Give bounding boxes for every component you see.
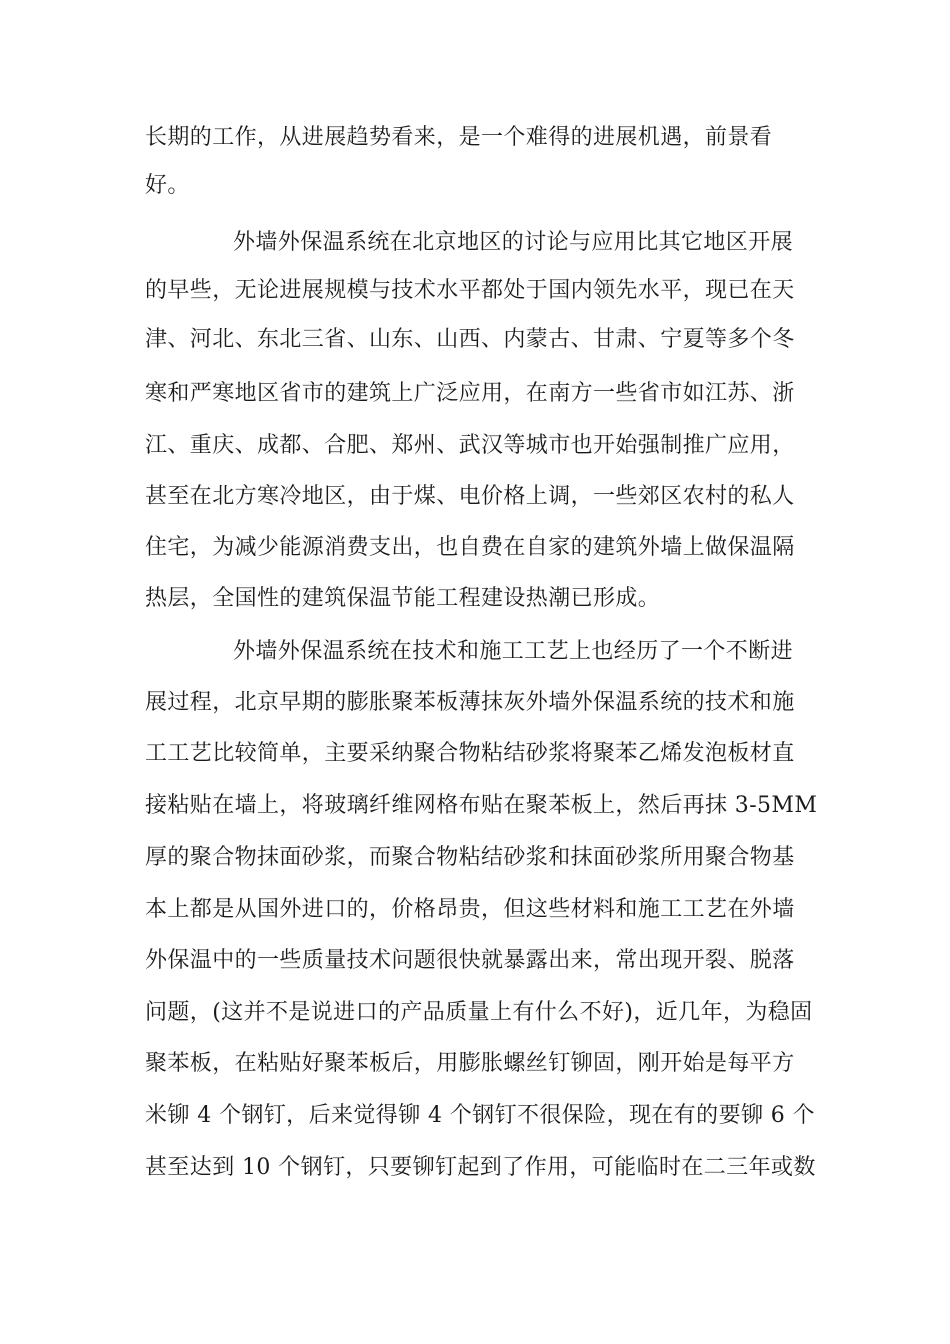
- text-line-6: 寒和严寒地区省市的建筑上广泛应用，在南方一些省市如江苏、浙: [145, 381, 795, 406]
- text-line-15: 厚的聚合物抹面砂浆，而聚合物粘结砂浆和抹面砂浆所用聚合物基: [145, 845, 795, 870]
- text-line-11: 外墙外保温系统在技术和施工工艺上也经历了一个不断进: [233, 639, 794, 664]
- text-line-3: 外墙外保温系统在北京地区的讨论与应用比其它地区开展: [233, 230, 794, 255]
- text-line-12: 展过程，北京早期的膨胀聚苯板薄抹灰外墙外保温系统的技术和施: [145, 690, 795, 715]
- text-line-8: 甚至在北方寒冷地区，由于煤、电价格上调，一些郊区农村的私人: [145, 484, 795, 509]
- text-line-17: 外保温中的一些质量技术问题很快就暴露出来，常出现开裂、脱落: [145, 948, 795, 973]
- text-line-5: 津、河北、东北三省、山东、山西、内蒙古、甘肃、宁夏等多个冬: [145, 327, 795, 352]
- text-line-4: 的早些，无论进展规模与技术水平都处于国内领先水平，现已在天: [145, 278, 795, 303]
- text-line-9: 住宅，为减少能源消费支出，也自费在自家的建筑外墙上做保温隔: [145, 535, 795, 560]
- text-line-10: 热层，全国性的建筑保温节能工程建设热潮已形成。: [145, 586, 661, 611]
- text-line-7: 江、重庆、成都、合肥、郑州、武汉等城市也开始强制推广应用，: [145, 433, 795, 458]
- text-line-16: 本上都是从国外进口的，价格昂贵，但这些材料和施工工艺在外墙: [145, 897, 795, 922]
- text-line-1: 长期的工作，从进展趋势看来，是一个难得的进展机遇，前景看: [145, 125, 773, 150]
- text-line-2: 好。: [145, 173, 190, 198]
- text-line-13: 工工艺比较简单，主要采纳聚合物粘结砂浆将聚苯乙烯发泡板材直: [145, 741, 795, 766]
- text-line-18: 问题，(这并不是说进口的产品质量上有什么不好)，近几年，为稳固: [145, 1000, 813, 1025]
- text-line-14: 接粘贴在墙上，将玻璃纤维网格布贴在聚苯板上，然后再抹 3-5MM: [145, 793, 818, 818]
- text-line-19: 聚苯板，在粘贴好聚苯板后，用膨胀螺丝钉铆固，刚开始是每平方: [145, 1051, 795, 1076]
- text-line-20: 米铆 4 个钢钉，后来觉得铆 4 个钢钉不很保险，现在有的要铆 6 个: [145, 1103, 815, 1128]
- text-line-21: 甚至达到 10 个钢钉，只要铆钉起到了作用，可能临时在二三年或数: [145, 1155, 816, 1180]
